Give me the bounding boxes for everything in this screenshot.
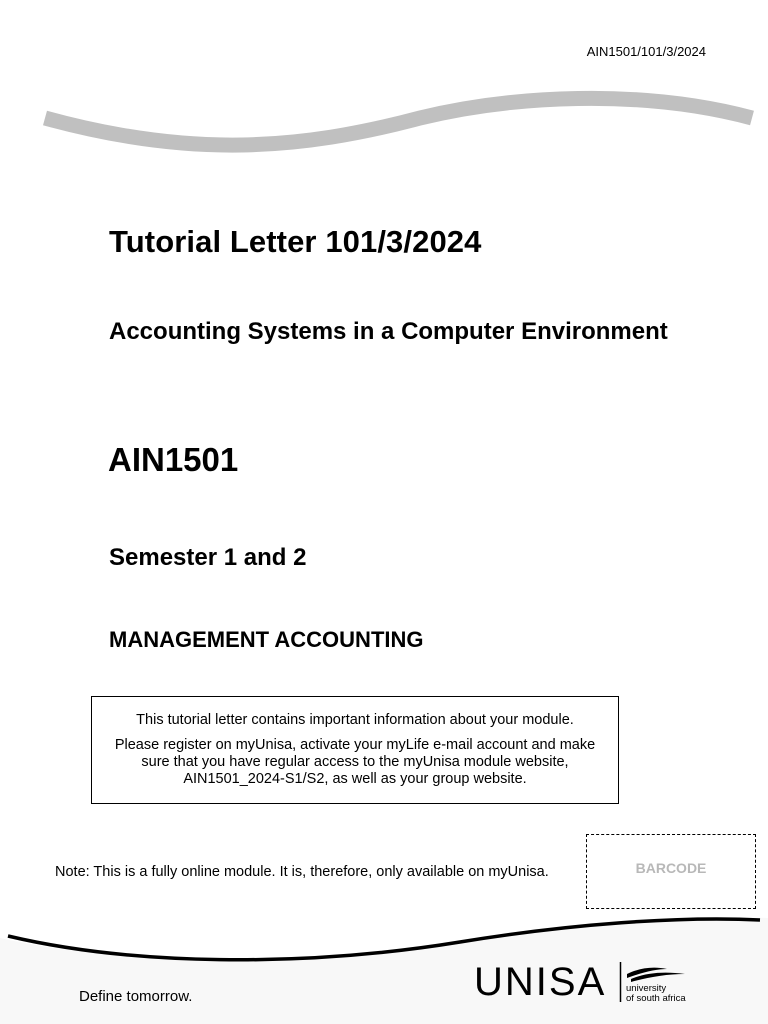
unisa-logo-text: UNISA	[474, 960, 607, 1004]
decorative-wave	[40, 88, 760, 158]
unisa-logo-subtext	[626, 984, 686, 1004]
module-name: Accounting Systems in a Computer Environment	[109, 318, 668, 345]
tagline: Define tomorrow.	[79, 988, 193, 1005]
barcode-label: BARCODE	[635, 859, 707, 876]
module-code: AIN1501	[108, 441, 239, 478]
info-line-2: Please register on myUnisa, activate your myLife e-mail account and make sure that you have regular access to the myUnisa module website, AIN1501_2024-S1/S2, as well as your group website.	[114, 737, 596, 787]
barcode-placeholder	[586, 834, 756, 909]
online-module-note: Note: This is a fully online module. It is, therefore, only available on myUnisa.	[55, 864, 549, 880]
info-line-1: This tutorial letter contains important information about your module.	[136, 712, 574, 728]
semester-label: Semester 1 and 2	[109, 544, 307, 571]
document-reference: AIN1501/101/3/2024	[586, 44, 706, 59]
logo-sub-line-1: university	[626, 983, 667, 994]
info-box	[91, 696, 619, 804]
department-label: MANAGEMENT ACCOUNTING	[109, 627, 424, 652]
logo-sub-line-2: of south africa	[626, 993, 686, 1004]
page-title: Tutorial Letter 101/3/2024	[109, 224, 482, 259]
